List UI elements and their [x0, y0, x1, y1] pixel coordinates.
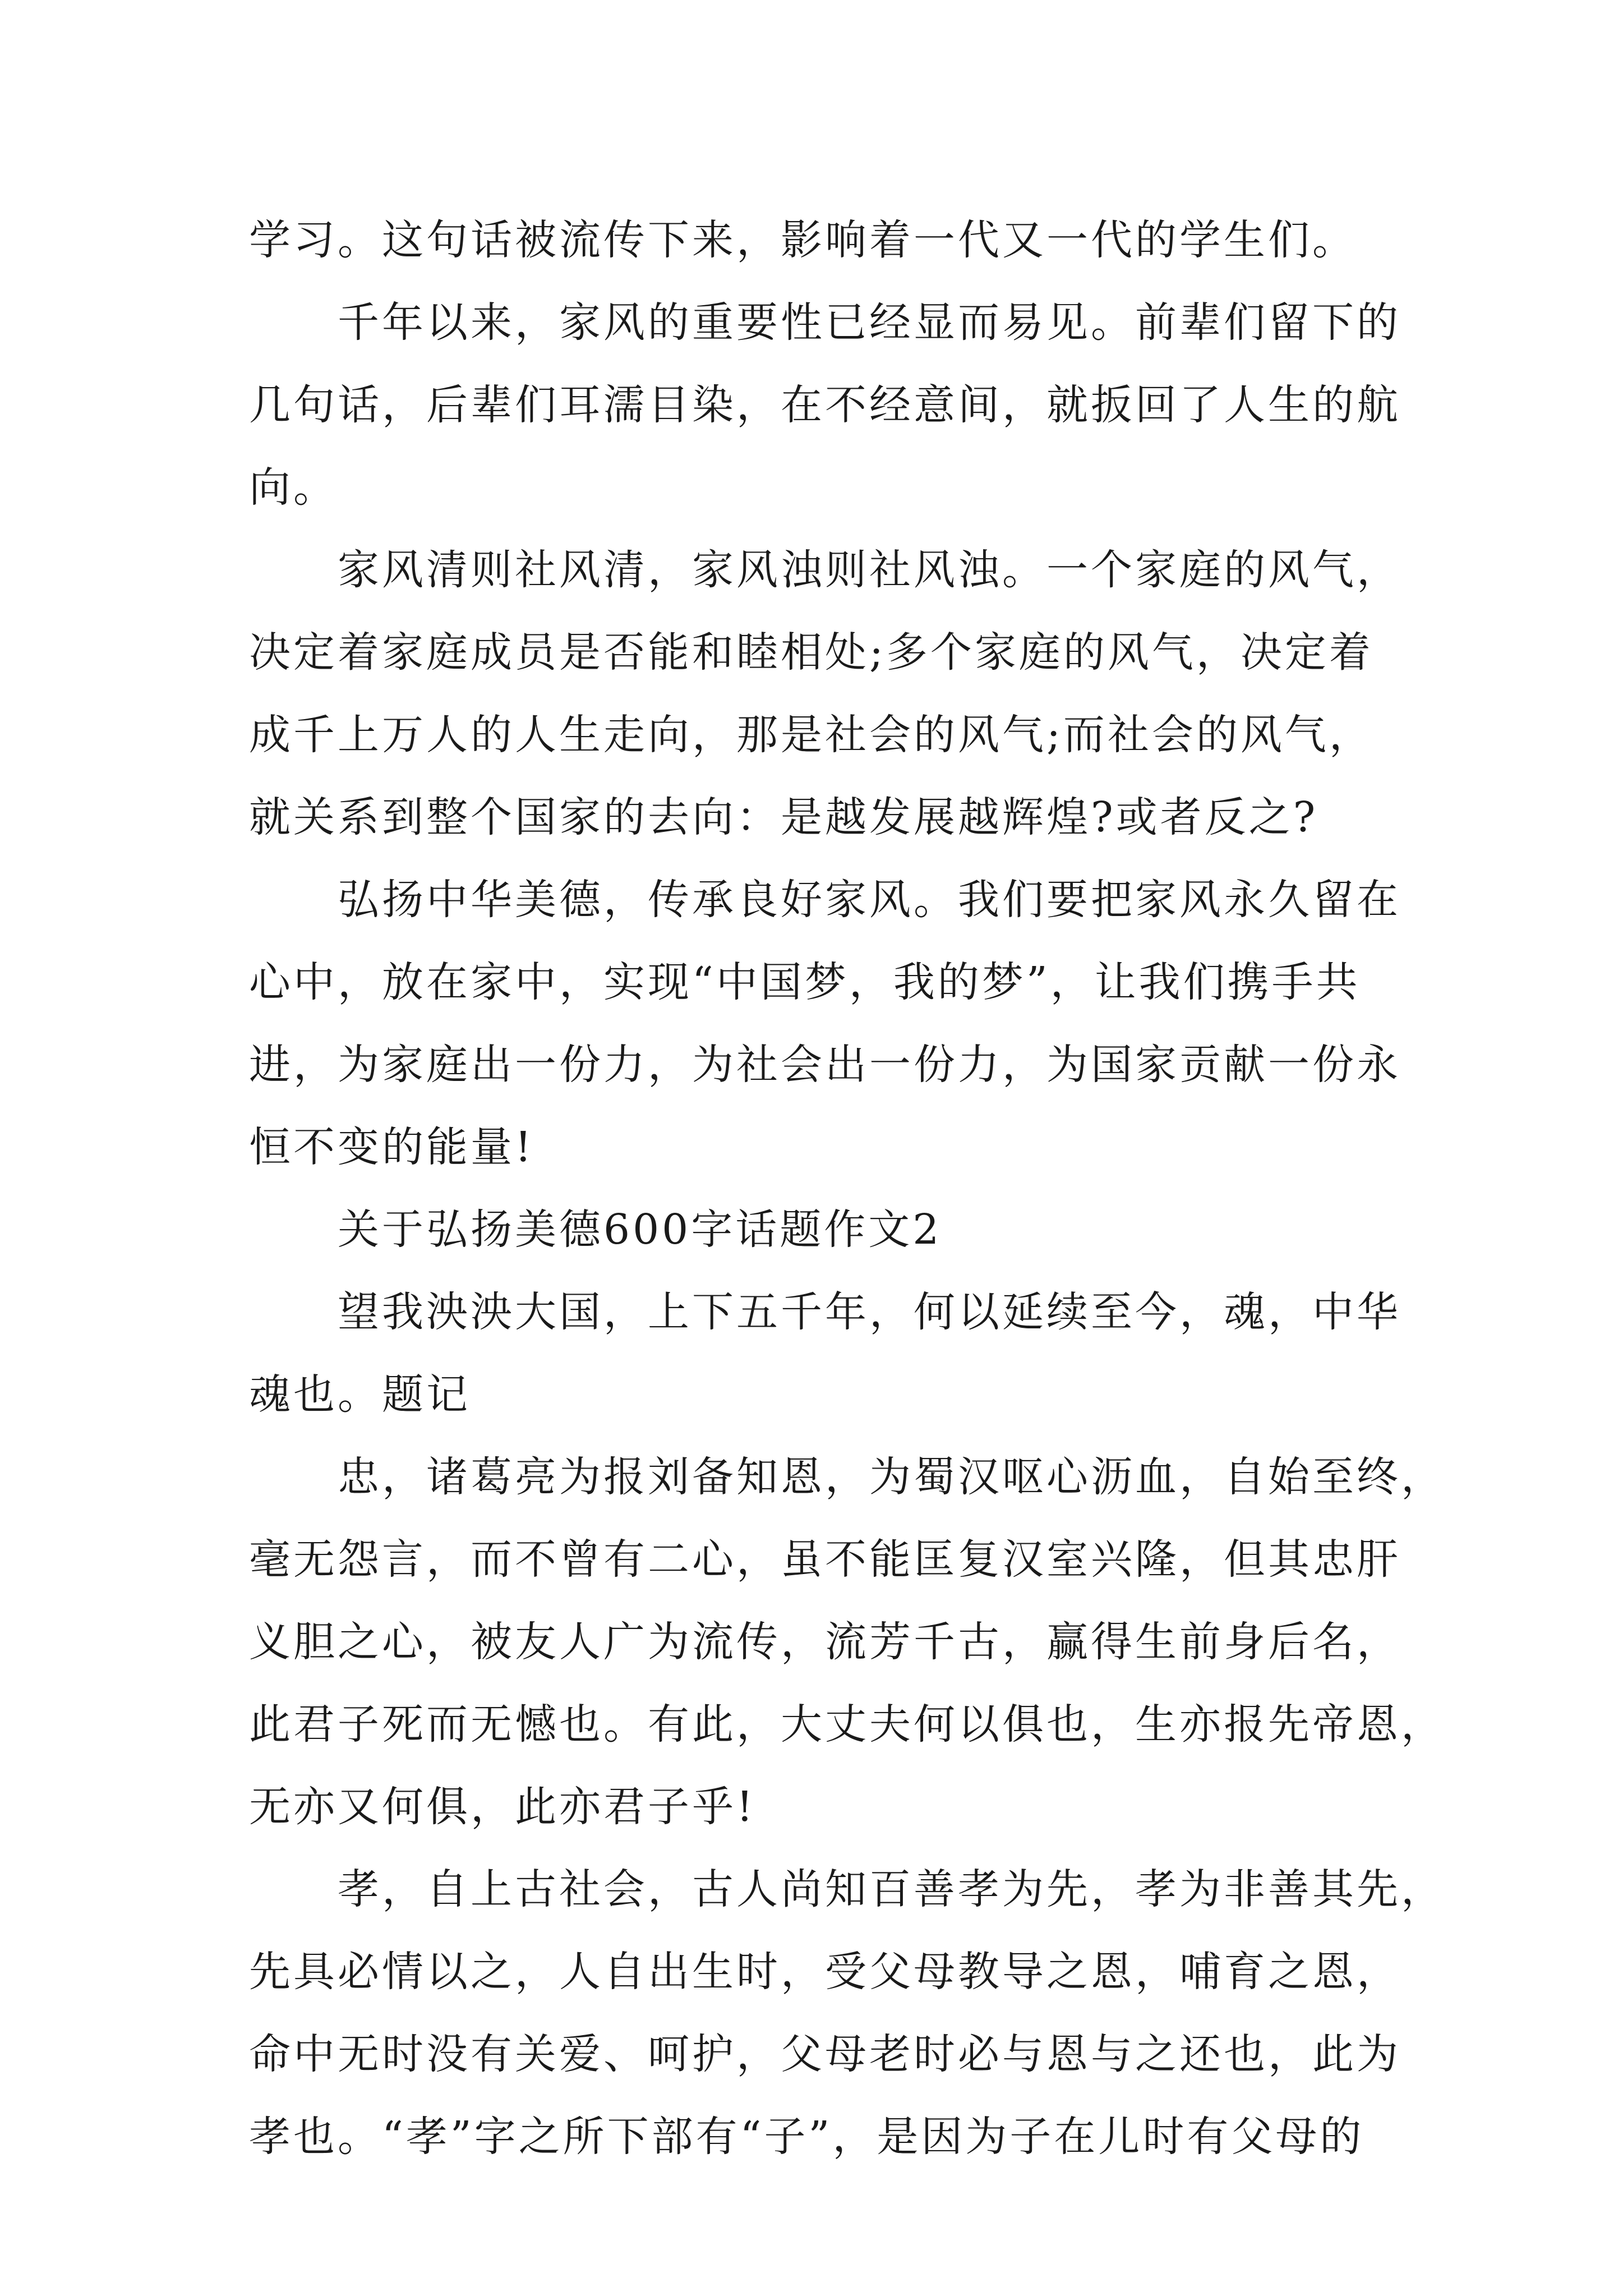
text-line: 家风清则社风清，家风浊则社风浊。一个家庭的风气， — [338, 546, 1401, 594]
text-line: 毫无怨言，而不曾有二心，虽不能匡复汉室兴隆，但其忠肝 — [249, 1535, 1401, 1584]
text-line: 无亦又何俱，此亦君子乎! — [249, 1783, 756, 1831]
text-line: 成千上万人的人生走向，那是社会的风气;而社会的风气， — [249, 711, 1373, 759]
text-line: 向。 — [249, 463, 338, 512]
text-line: 学习。这句话被流传下来，影响着一代又一代的学生们。 — [249, 216, 1357, 264]
text-line: 几句话，后辈们耳濡目染，在不经意间，就扳回了人生的航 — [249, 381, 1401, 429]
text-line: 关于弘扬美德600字话题作文2 — [338, 1205, 942, 1254]
text-line: 望我泱泱大国，上下五千年，何以延续至今，魂，中华 — [338, 1288, 1401, 1336]
text-line: 义胆之心，被友人广为流传，流芳千古，赢得生前身后名， — [249, 1618, 1401, 1666]
text-line: 此君子死而无憾也。有此，大丈夫何以俱也，生亦报先帝恩， — [249, 1700, 1445, 1749]
text-line: 魂也。题记 — [249, 1370, 471, 1419]
text-line: 心中，放在家中，实现“中国梦，我的梦”，让我们携手共 — [249, 958, 1361, 1006]
text-line: 恒不变的能量! — [249, 1123, 534, 1171]
text-line: 孝，自上古社会，古人尚知百善孝为先，孝为非善其先， — [338, 1865, 1445, 1913]
text-line: 弘扬中华美德，传承良好家风。我们要把家风永久留在 — [338, 876, 1401, 924]
text-line: 进，为家庭出一份力，为社会出一份力，为国家贡献一份永 — [249, 1041, 1401, 1089]
text-line: 决定着家庭成员是否能和睦相处;多个家庭的风气，决定着 — [249, 628, 1373, 677]
text-line: 先具必情以之，人自出生时，受父母教导之恩，哺育之恩， — [249, 1948, 1401, 1996]
text-line: 孝也。“孝”字之所下部有“子”，是因为子在儿时有父母的 — [249, 2113, 1364, 2161]
text-line: 千年以来，家风的重要性已经显而易见。前辈们留下的 — [338, 298, 1401, 347]
document-body — [249, 199, 1445, 2178]
text-line: 忠，诸葛亮为报刘备知恩，为蜀汉呕心沥血，自始至终， — [338, 1453, 1445, 1501]
text-line: 就关系到整个国家的去向：是越发展越辉煌?或者反之? — [249, 793, 1318, 841]
text-line: 命中无时没有关爱、呵护，父母老时必与恩与之还也，此为 — [249, 2030, 1401, 2078]
